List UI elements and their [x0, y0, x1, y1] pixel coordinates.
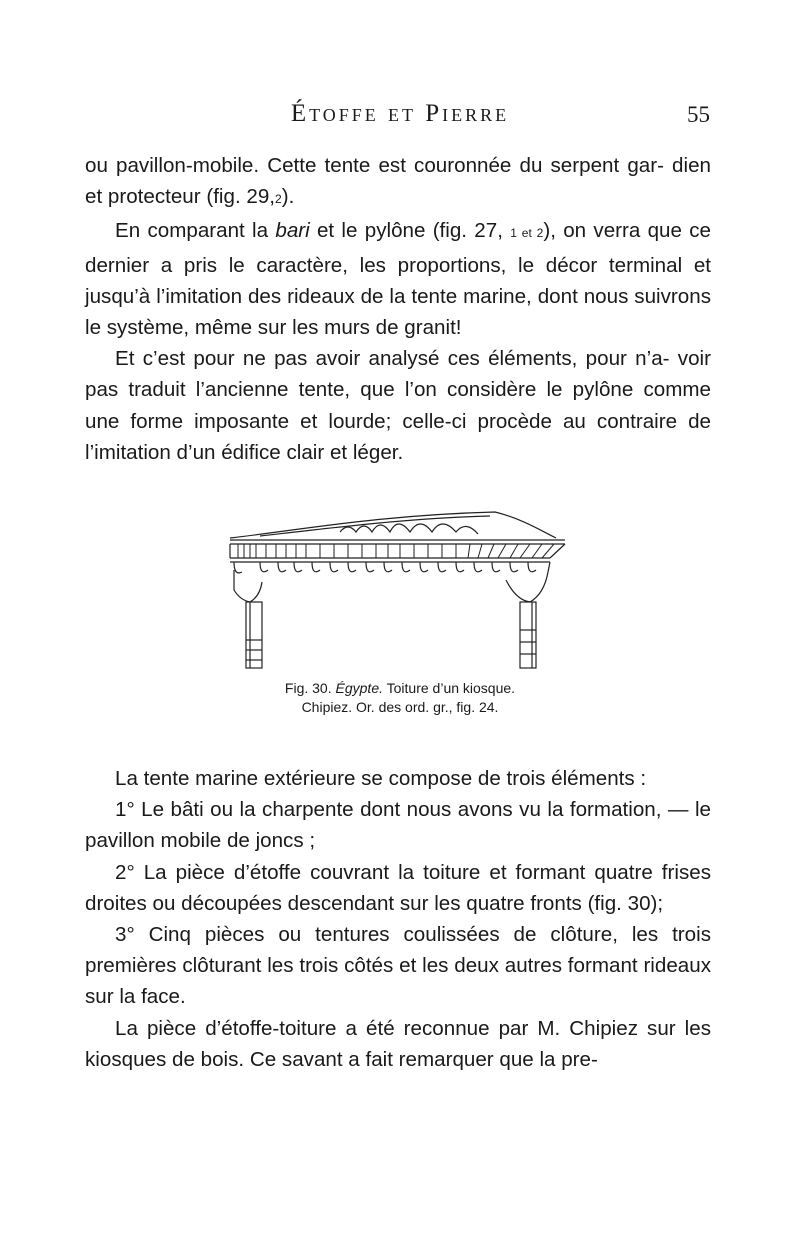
paragraph: 3° Cinq pièces ou tentures coulissées de clôture, les trois premières clôturant les trois côtés et les deux autres formant rideaux sur la face.	[85, 923, 711, 1009]
paragraph: La tente marine extérieure se compose de trois éléments :	[115, 767, 647, 790]
paragraph: La pièce d’étoffe-toiture a été reconnue par M. Chipiez sur les kiosques de bois. Ce savant a fait remarquer que la pre-	[85, 1016, 711, 1071]
figure-subref: 2	[275, 192, 282, 207]
figure-kiosk-roof	[220, 510, 580, 670]
paragraph	[85, 215, 711, 343]
paragraph-text: ou pavillon-mobile. Cette tente est couronnée du serpent gar- dien et protecteur (fig. 29,	[85, 154, 711, 209]
figure-caption-line2: Chipiez. Or. des ord. gr., fig. 24.	[301, 699, 499, 715]
italic-term: bari	[275, 219, 310, 243]
caption-italic: Égypte.	[335, 680, 383, 696]
text-block-top	[85, 150, 711, 468]
page-number: 55	[687, 102, 710, 127]
running-title: Étoffe et Pierre	[290, 100, 510, 127]
paragraph-text: En comparant la	[115, 219, 276, 243]
caption-text: Toiture d’un kiosque.	[383, 680, 516, 696]
paragraph-text: et le pylône (fig. 27,	[309, 219, 511, 243]
paragraph: Et c’est pour ne pas avoir analysé ces éléments, pour n’a- voir pas traduit l’ancienne tente, que l’on considère le pylône comme une forme imposante et lourde; celle-ci procède au contraire de l’imitation d’un édifice clair et léger.	[85, 347, 711, 464]
figure-subref: 1 et 2	[510, 226, 544, 241]
paragraph-text: ), on verra que ce dernier a pris le caractère, les proportions, le décor terminal et jusqu’à l’imitation des rideaux de la tente marine, dont nous suivrons le système, même sur les murs de granit!	[85, 219, 711, 340]
paragraph: 2° La pièce d’étoffe couvrant la toiture et formant quatre frises droites ou découpées descendant sur les quatre fronts (fig. 30);	[85, 860, 711, 915]
figure-caption-line1	[185, 679, 615, 697]
caption-text: Fig. 30.	[284, 680, 336, 696]
paragraph: 1° Le bâti ou la charpente dont nous avons vu la formation, — le pavillon mobile de joncs ;	[85, 798, 711, 853]
page-header	[0, 100, 800, 140]
paragraph-text: ).	[281, 185, 295, 209]
text-block-bottom	[85, 763, 711, 1075]
paragraph	[85, 150, 711, 215]
kiosk-roof-illustration	[220, 510, 580, 670]
